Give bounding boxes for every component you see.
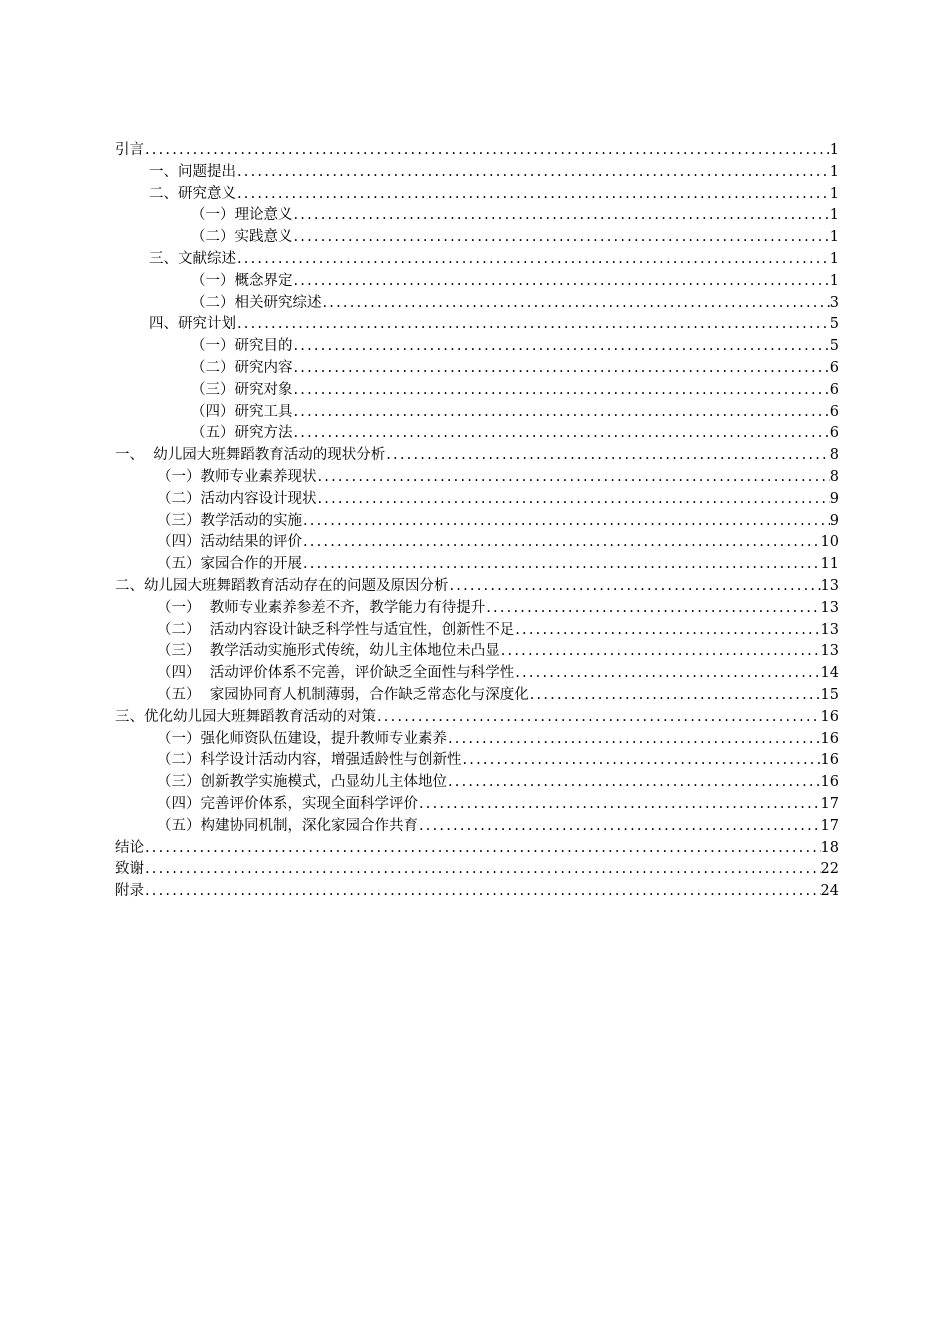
toc-entry-title: （一）概念界定 [191,272,293,289]
toc-entry[interactable] [115,663,839,685]
toc-dot-leader [293,336,830,358]
toc-entry[interactable] [115,641,839,663]
table-of-contents [115,140,839,903]
toc-entry-title: （五）家园合作的开展 [157,556,302,573]
toc-entry-title: 二、幼儿园大班舞蹈教育活动存在的问题及原因分析 [115,577,449,594]
toc-entry[interactable] [115,467,839,489]
toc-dot-leader [144,838,821,860]
toc-entry-page-number: 1 [829,207,839,224]
toc-dot-leader [418,816,821,838]
toc-entry-page-number: 13 [820,577,839,594]
toc-dot-leader [317,467,830,489]
toc-entry-page-number: 3 [829,294,839,311]
toc-entry-page-number: 17 [820,795,839,812]
toc-entry[interactable] [115,227,839,249]
toc-entry[interactable] [115,402,839,424]
toc-entry-page-number: 13 [820,621,839,638]
toc-entry-page-number: 11 [820,556,839,573]
toc-dot-leader [236,184,830,206]
toc-entry-title: 一、 幼儿园大班舞蹈教育活动的现状分析 [115,447,386,464]
toc-entry[interactable] [115,598,839,620]
toc-entry-title: （二）研究内容 [191,359,293,376]
toc-entry-page-number: 16 [820,708,839,725]
toc-dot-leader [144,859,821,881]
toc-entry-title: （一）理论意义 [191,207,293,224]
toc-dot-leader [447,729,821,751]
toc-entry[interactable] [115,859,839,881]
toc-entry-title: （三）教学活动的实施 [157,512,302,529]
toc-entry-title: （二）相关研究综述 [191,294,322,311]
toc-entry[interactable] [115,184,839,206]
toc-entry-page-number: 1 [829,163,839,180]
toc-entry-title: （四） 活动评价体系不完善，评价缺乏全面性与科学性 [157,665,515,682]
toc-entry[interactable] [115,423,839,445]
toc-entry-title: （四）活动结果的评价 [157,534,302,551]
toc-dot-leader [293,380,830,402]
toc-entry-page-number: 13 [820,643,839,660]
toc-dot-leader [376,707,821,729]
toc-entry-title: （五）研究方法 [191,425,293,442]
toc-entry-page-number: 8 [829,447,839,464]
toc-entry-title: （三） 教学活动实施形式传统，幼儿主体地位未凸显 [157,643,500,660]
toc-entry-title: （一） 教师专业素养参差不齐，教学能力有待提升 [157,599,486,616]
toc-entry-title: 引言 [115,142,144,158]
toc-dot-leader [449,576,821,598]
toc-entry-page-number: 5 [829,316,839,333]
toc-entry-page-number: 6 [829,425,839,442]
toc-entry[interactable] [115,816,839,838]
toc-dot-leader [293,271,830,293]
toc-dot-leader [302,532,821,554]
toc-entry-page-number: 6 [829,359,839,376]
toc-entry-title: （三）研究对象 [191,381,293,398]
toc-entry-page-number: 17 [820,817,839,834]
toc-dot-leader [302,511,830,533]
toc-dot-leader [302,554,821,576]
toc-entry-title: （三）创新教学实施模式，凸显幼儿主体地位 [157,774,447,791]
toc-entry[interactable] [115,794,839,816]
toc-entry-page-number: 9 [829,490,839,507]
toc-entry[interactable] [115,293,839,315]
toc-entry-title: 三、优化幼儿园大班舞蹈教育活动的对策 [115,708,376,725]
toc-dot-leader [514,663,820,685]
toc-entry-page-number: 9 [829,512,839,529]
toc-entry-page-number: 22 [820,861,839,878]
toc-entry-page-number: 1 [829,229,839,246]
toc-entry-page-number: 13 [820,599,839,616]
toc-entry-title: （二）活动内容设计现状 [157,490,317,507]
toc-entry[interactable] [115,620,839,642]
toc-dot-leader [322,293,830,315]
toc-entry-title: （二）实践意义 [191,229,293,246]
toc-entry-page-number: 6 [829,381,839,398]
toc-entry[interactable] [115,358,839,380]
toc-entry-title: 一、问题提出 [149,163,236,180]
toc-entry[interactable] [115,162,839,184]
toc-entry-page-number: 14 [820,665,839,682]
toc-entry-title: 三、文献综述 [149,250,236,267]
toc-entry[interactable] [115,554,839,576]
toc-entry-title: 四、研究计划 [149,316,236,333]
toc-entry[interactable] [115,271,839,293]
toc-entry-page-number: 1 [829,142,839,158]
toc-entry-title: （四）完善评价体系，实现全面科学评价 [157,795,418,812]
toc-dot-leader [293,423,830,445]
toc-entry[interactable] [115,532,839,554]
toc-dot-leader [462,750,821,772]
toc-dot-leader [144,881,821,903]
toc-entry-page-number: 16 [820,752,839,769]
toc-entry[interactable] [115,140,839,162]
toc-dot-leader [418,794,821,816]
toc-entry-page-number: 6 [829,403,839,420]
toc-entry-page-number: 16 [820,730,839,747]
toc-entry-title: （五）构建协同机制，深化家园合作共育 [157,817,418,834]
toc-entry[interactable] [115,838,839,860]
toc-entry[interactable] [115,707,839,729]
toc-entry-title: （二） 活动内容设计缺乏科学性与适宜性，创新性不足 [157,621,515,638]
toc-entry[interactable] [115,750,839,772]
toc-entry[interactable] [115,205,839,227]
toc-entry-title: （一）教师专业素养现状 [157,468,317,485]
toc-entry[interactable] [115,336,839,358]
toc-entry[interactable] [115,445,839,467]
toc-dot-leader [485,598,820,620]
toc-dot-leader [529,685,821,707]
toc-entry[interactable] [115,685,839,707]
toc-entry-page-number: 24 [820,883,839,900]
toc-entry-page-number: 15 [820,686,839,703]
toc-entry-title: （一）强化师资队伍建设，提升教师专业素养 [157,730,447,747]
toc-dot-leader [514,620,820,642]
toc-entry-title: （二）科学设计活动内容，增强适龄性与创新性 [157,752,462,769]
toc-dot-leader [385,445,830,467]
toc-dot-leader [144,140,830,162]
toc-entry[interactable] [115,380,839,402]
toc-dot-leader [293,205,830,227]
toc-entry-title: （四）研究工具 [191,403,293,420]
toc-entry-page-number: 8 [829,468,839,485]
toc-entry-page-number: 18 [820,839,839,856]
toc-entry-title: （五） 家园协同育人机制薄弱，合作缺乏常态化与深度化 [157,686,529,703]
toc-entry-page-number: 1 [829,250,839,267]
toc-dot-leader [293,402,830,424]
toc-dot-leader [447,772,821,794]
toc-dot-leader [317,489,830,511]
toc-entry-page-number: 10 [820,534,839,551]
toc-dot-leader [236,162,830,184]
toc-dot-leader [236,249,830,271]
toc-entry-title: 结论 [115,839,144,856]
toc-entry-title: 附录 [115,883,144,900]
toc-entry[interactable] [115,511,839,533]
toc-entry-page-number: 1 [829,272,839,289]
toc-dot-leader [293,358,830,380]
toc-dot-leader [236,314,830,336]
toc-entry[interactable] [115,576,839,598]
toc-entry[interactable] [115,249,839,271]
toc-dot-leader [500,641,821,663]
toc-entry-title: （一）研究目的 [191,338,293,355]
toc-entry-page-number: 16 [820,774,839,791]
toc-entry[interactable] [115,881,839,903]
toc-entry[interactable] [115,314,839,336]
toc-dot-leader [293,227,830,249]
toc-entry[interactable] [115,489,839,511]
toc-entry-page-number: 5 [829,338,839,355]
toc-entry-title: 致谢 [115,861,144,878]
toc-entry[interactable] [115,772,839,794]
toc-entry-page-number: 1 [829,185,839,202]
toc-entry[interactable] [115,729,839,751]
toc-entry-title: 二、研究意义 [149,185,236,202]
